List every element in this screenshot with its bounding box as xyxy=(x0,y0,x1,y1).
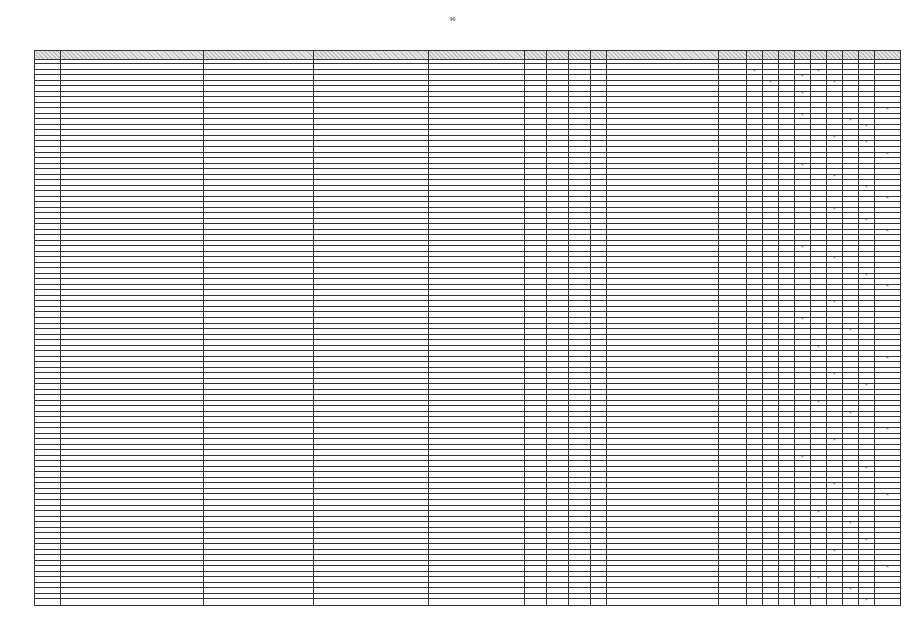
check-mark-cell xyxy=(875,284,901,290)
table-cell xyxy=(795,599,811,606)
table-cell xyxy=(204,51,314,60)
table-cell xyxy=(547,599,569,606)
check-mark-cell xyxy=(875,494,901,500)
table-cell xyxy=(35,51,61,60)
table-cell xyxy=(525,599,547,606)
check-mark-cell xyxy=(875,428,901,434)
check-mark-cell xyxy=(875,108,901,114)
table-cell xyxy=(843,599,859,606)
table-cell xyxy=(719,599,747,606)
table-cell xyxy=(429,599,525,606)
check-mark-cell xyxy=(875,356,901,362)
check-mark-cell xyxy=(859,141,875,147)
check-mark-cell xyxy=(827,301,843,307)
table-cell xyxy=(204,599,314,606)
table-cell xyxy=(569,51,591,60)
table-cell xyxy=(763,599,779,606)
table-cell xyxy=(779,51,795,60)
table-cell xyxy=(607,599,719,606)
check-mark-cell xyxy=(827,257,843,263)
check-mark-cell xyxy=(811,511,827,517)
check-mark-cell xyxy=(795,163,811,169)
check-mark-cell xyxy=(747,69,763,75)
check-mark-cell xyxy=(827,483,843,489)
table-cell xyxy=(314,51,429,60)
table-header-row xyxy=(35,51,901,60)
check-mark-cell xyxy=(811,577,827,583)
table-cell xyxy=(811,599,827,606)
check-mark-cell xyxy=(795,113,811,119)
check-mark-cell xyxy=(875,152,901,158)
table-cell xyxy=(719,51,747,60)
table-cell xyxy=(547,51,569,60)
table-cell xyxy=(61,599,204,606)
check-mark-cell xyxy=(827,373,843,379)
check-mark-cell xyxy=(859,538,875,544)
table-cell xyxy=(314,599,429,606)
table-cell xyxy=(747,51,763,60)
check-mark-cell xyxy=(827,439,843,445)
check-mark-cell xyxy=(795,75,811,81)
table-cell xyxy=(429,51,525,60)
check-mark-cell xyxy=(795,246,811,252)
table-cell xyxy=(569,599,591,606)
check-mark-cell xyxy=(859,384,875,390)
table-cell xyxy=(875,51,901,60)
register-table xyxy=(34,50,901,606)
check-mark-cell xyxy=(843,588,859,594)
table-cell xyxy=(591,51,607,60)
check-mark-cell xyxy=(843,119,859,125)
table-cell xyxy=(607,51,719,60)
check-mark-cell xyxy=(811,400,827,406)
check-mark-cell xyxy=(859,185,875,191)
check-mark-cell xyxy=(763,80,779,86)
table-cell xyxy=(843,51,859,60)
table-cell xyxy=(747,599,763,606)
table-cell xyxy=(591,599,607,606)
table-cell xyxy=(827,599,843,606)
check-mark-cell xyxy=(795,455,811,461)
table-cell xyxy=(35,599,61,606)
check-mark-cell xyxy=(859,124,875,130)
check-mark-cell xyxy=(859,218,875,224)
check-mark-cell xyxy=(843,522,859,528)
check-mark-cell xyxy=(843,411,859,417)
check-mark-cell xyxy=(875,229,901,235)
check-mark-cell xyxy=(827,174,843,180)
check-mark-cell xyxy=(827,80,843,86)
check-mark-cell xyxy=(859,599,875,606)
table-cell xyxy=(795,51,811,60)
check-mark-cell xyxy=(875,566,901,572)
table-cell xyxy=(875,599,901,606)
check-mark-cell xyxy=(827,135,843,141)
check-mark-cell xyxy=(795,91,811,97)
check-mark-cell xyxy=(811,69,827,75)
check-mark-cell xyxy=(811,345,827,351)
table-cell xyxy=(859,51,875,60)
table-cell xyxy=(779,599,795,606)
check-mark-cell xyxy=(859,466,875,472)
check-mark-cell xyxy=(827,207,843,213)
table-row xyxy=(35,599,901,606)
check-mark-cell xyxy=(875,196,901,202)
check-mark-cell xyxy=(843,329,859,335)
table-cell xyxy=(811,51,827,60)
page-number: 96 xyxy=(449,17,456,23)
check-mark-cell xyxy=(859,273,875,279)
check-mark-cell xyxy=(795,317,811,323)
table-cell xyxy=(763,51,779,60)
table-cell xyxy=(827,51,843,60)
table-cell xyxy=(525,51,547,60)
table-cell xyxy=(61,51,204,60)
check-mark-cell xyxy=(827,549,843,555)
